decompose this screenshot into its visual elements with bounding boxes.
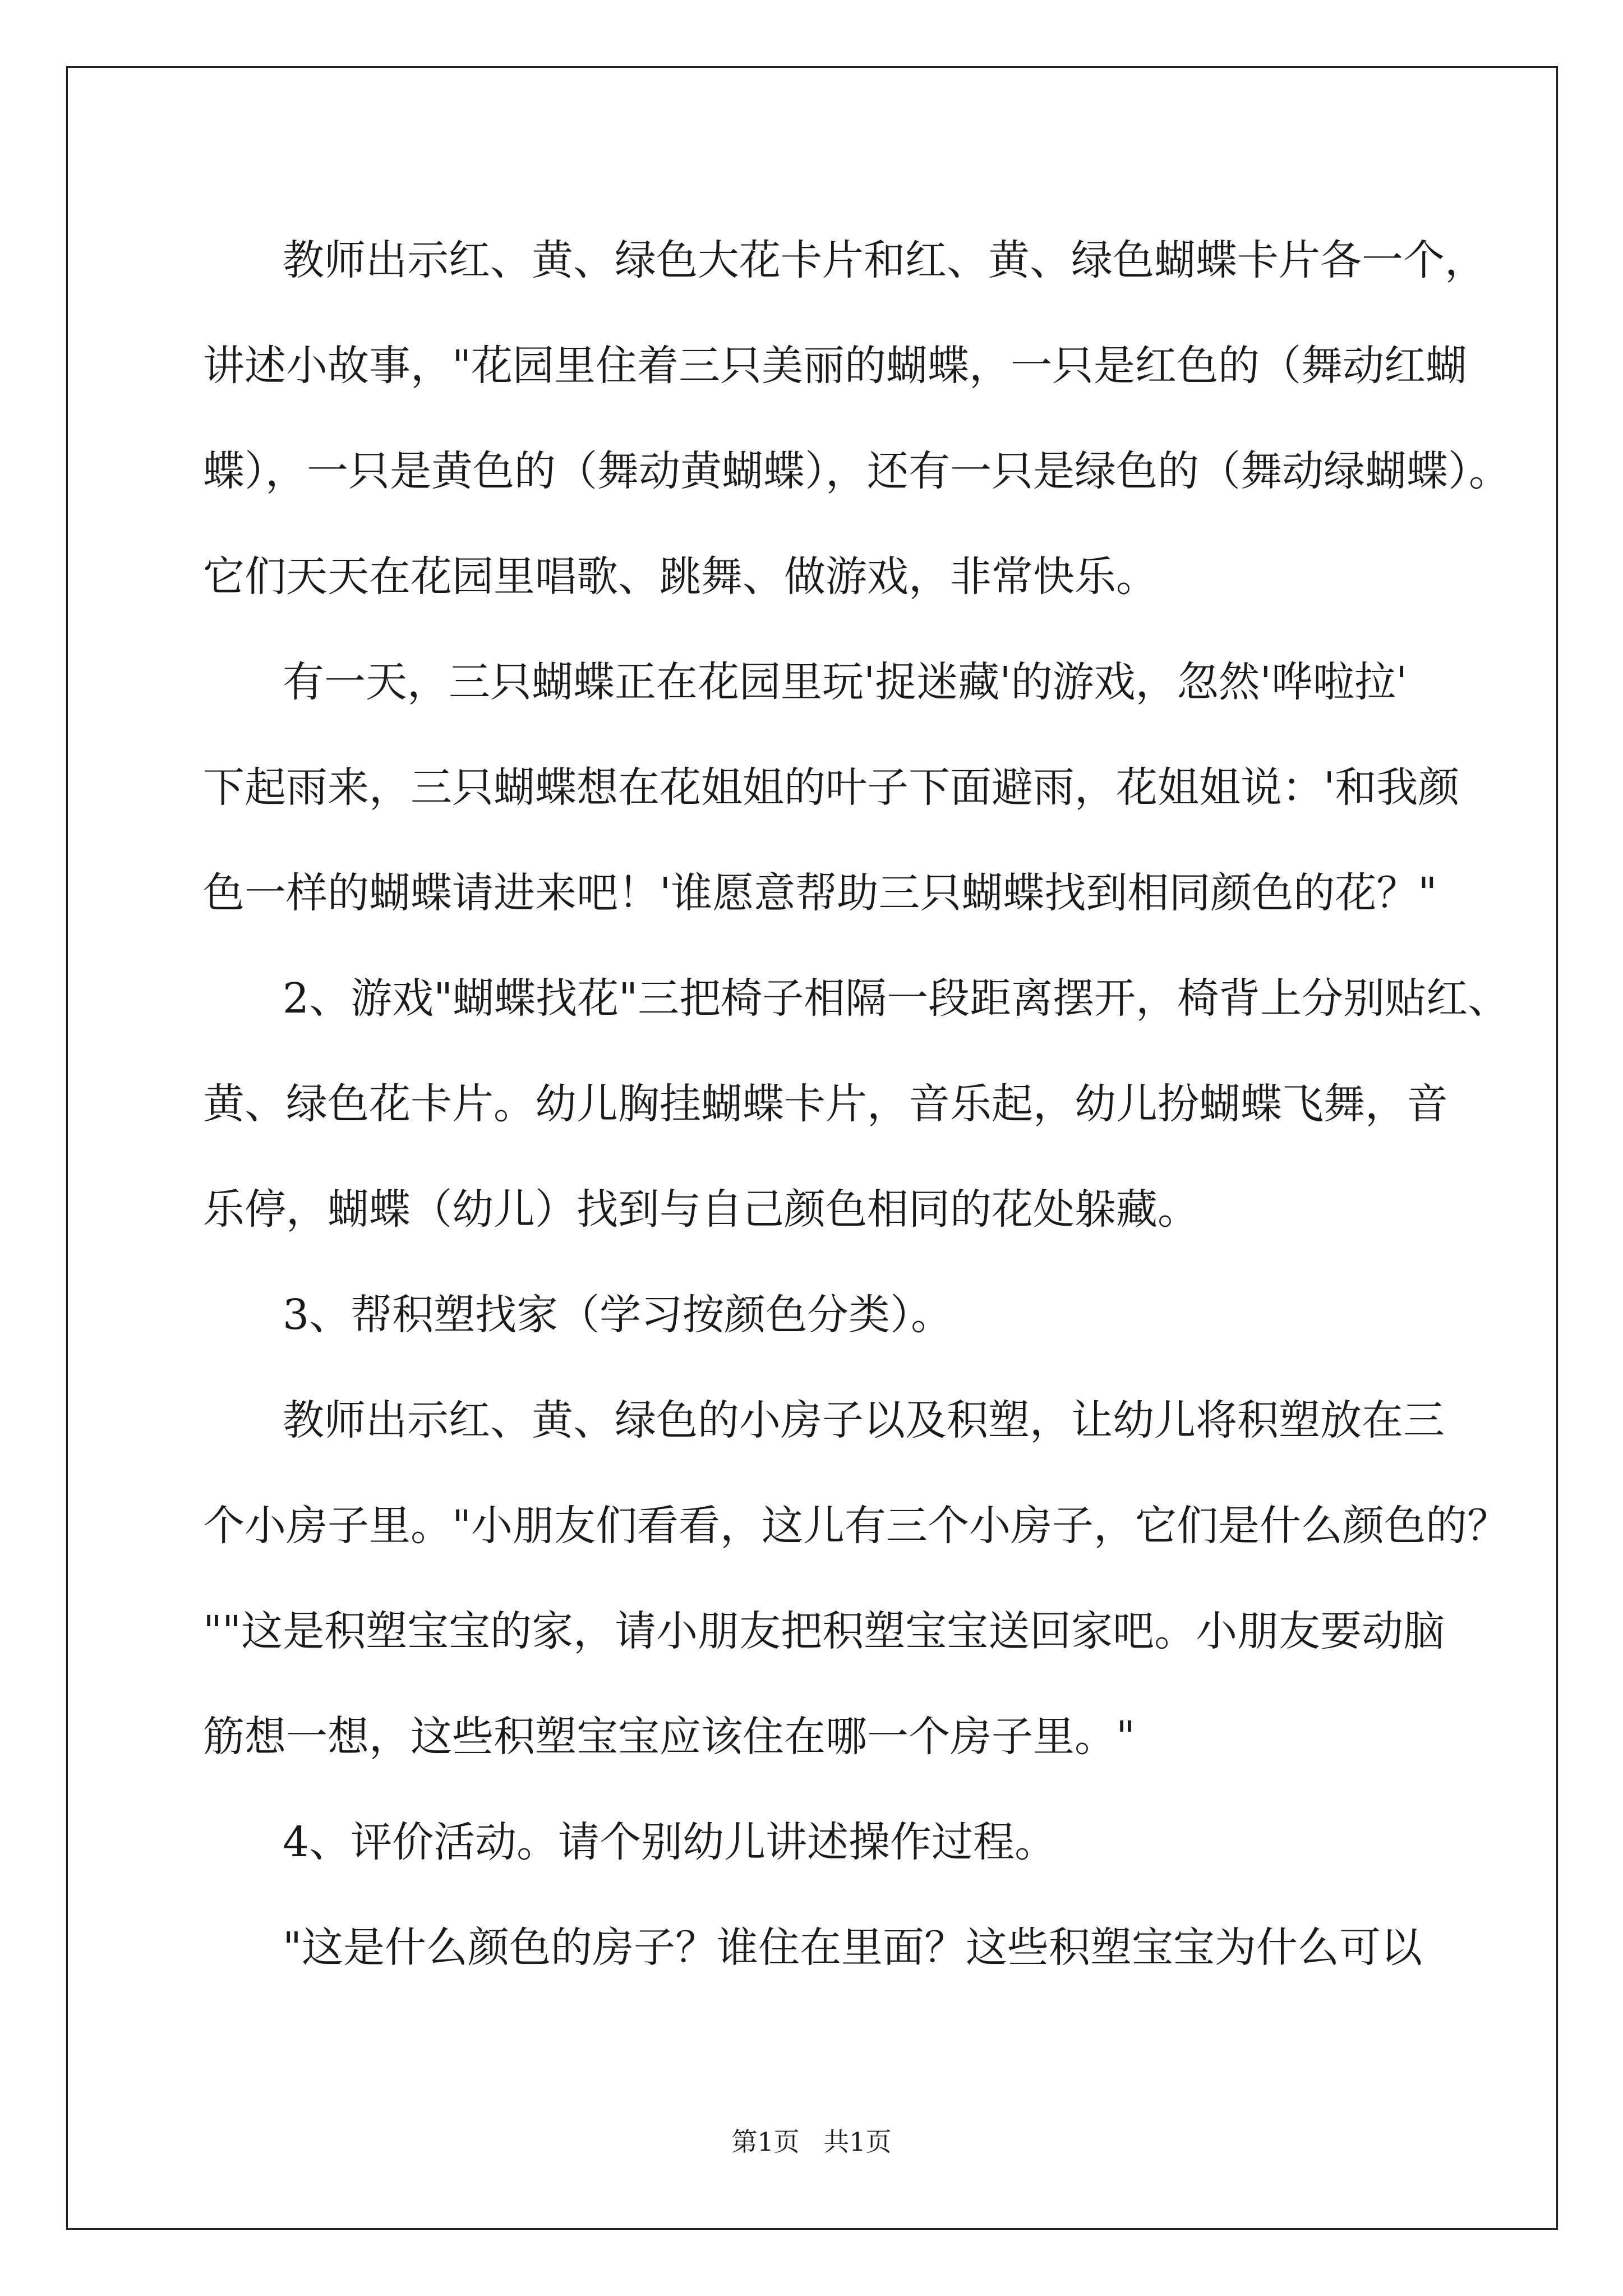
page-number-current: 第1页 bbox=[731, 2127, 800, 2157]
text-line: 它们天天在花园里唱歌、跳舞、做游戏，非常快乐。 bbox=[203, 553, 1158, 601]
text-line: 2、游戏"蝴蝶找花"三把椅子相隔一段距离摆开，椅背上分别贴红、 bbox=[283, 974, 1510, 1023]
text-line: 色一样的蝴蝶请进来吧！'谁愿意帮助三只蝴蝶找到相同颜色的花？" bbox=[203, 869, 1437, 917]
text-line: ""这是积塑宝宝的家，请小朋友把积塑宝宝送回家吧。小朋友要动脑 bbox=[203, 1607, 1445, 1655]
text-line: 4、评价活动。请个别幼儿讲述操作过程。 bbox=[283, 1818, 1057, 1866]
text-line: 教师出示红、黄、绿色大花卡片和红、黄、绿色蝴蝶卡片各一个， bbox=[283, 236, 1486, 284]
text-line: 下起雨来，三只蝴蝶想在花姐姐的叶子下面避雨，花姐姐说：'和我颜 bbox=[203, 763, 1460, 812]
text-line: "这是什么颜色的房子？谁住在里面？这些积塑宝宝为什么可以 bbox=[283, 1924, 1423, 1972]
text-line: 个小房子里。"小朋友们看看，这儿有三个小房子，它们是什么颜色的？ bbox=[203, 1502, 1509, 1550]
text-line: 筋想一想，这些积塑宝宝应该住在哪一个房子里。" bbox=[203, 1713, 1136, 1761]
document-body bbox=[203, 208, 1510, 2000]
text-line: 教师出示红、黄、绿色的小房子以及积塑，让幼儿将积塑放在三 bbox=[283, 1396, 1445, 1444]
text-line: 乐停，蝴蝶（幼儿）找到与自己颜色相同的花处躲藏。 bbox=[203, 1185, 1199, 1234]
text-line: 黄、绿色花卡片。幼儿胸挂蝴蝶卡片，音乐起，幼儿扮蝴蝶飞舞，音 bbox=[203, 1080, 1448, 1128]
page-number-total: 共1页 bbox=[823, 2127, 892, 2157]
text-line: 有一天，三只蝴蝶正在花园里玩'捉迷藏'的游戏，忽然'哗啦拉' bbox=[283, 658, 1408, 706]
text-line: 讲述小故事，"花园里住着三只美丽的蝴蝶，一只是红色的（舞动红蝴 bbox=[203, 342, 1468, 390]
page-footer bbox=[0, 2125, 1623, 2159]
text-line: 蝶），一只是黄色的（舞动黄蝴蝶），还有一只是绿色的（舞动绿蝴蝶）。 bbox=[203, 447, 1510, 495]
text-line: 3、帮积塑找家（学习按颜色分类）。 bbox=[283, 1291, 953, 1339]
